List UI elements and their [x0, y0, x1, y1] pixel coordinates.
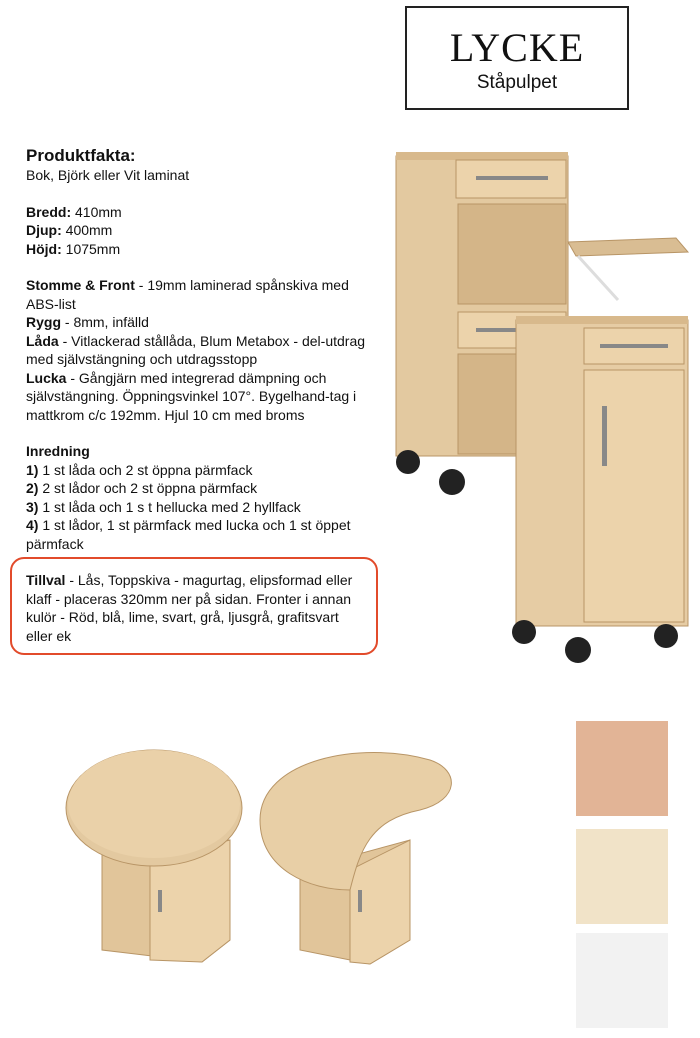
- interior-item: 1) 1 st låda och 2 st öppna pärmfack: [26, 461, 253, 478]
- tillval-box: [10, 557, 378, 655]
- interior-heading: Inredning: [26, 443, 90, 459]
- oval-top-cabinet-illustration: [62, 740, 252, 970]
- product-subtitle: Ståpulpet: [476, 72, 558, 93]
- standing-desk-illustration: [388, 150, 694, 670]
- interior-item: 3) 1 st låda och 1 s t hellucka med 2 hyllfack: [26, 498, 301, 515]
- construction-door: Lucka - Gångjärn med integrerad dämpning och självstängning. Öppningsvinkel 107°. Bygelhand-tag i mattkrom c/c 192mm. Hjul 10 cm med broms: [26, 369, 357, 423]
- interior-item: 2) 2 st lådor och 2 st öppna pärmfack: [26, 480, 258, 496]
- dimension-width: Bredd: 410mm: [26, 203, 122, 220]
- dimension-height: Höjd: 1075mm: [26, 240, 121, 257]
- tillval-label: Tillval: [26, 572, 66, 588]
- materials-line: Bok, Björk eller Vit laminat: [26, 167, 190, 183]
- tillval-text: - Lås, Toppskiva - magurtag, elipsformad eller klaff - placeras 320mm ner på sidan. Fronter i annan kulör - Röd, blå, lime, svart, grå, ljusgrå, grafitsvart eller ek: [26, 572, 353, 644]
- swatch-bjork: [576, 829, 668, 924]
- construction-frame: Stomme & Front - 19mm laminerad spånskiva med ABS-list: [26, 277, 349, 312]
- construction-drawer: Låda - Vitlackerad stållåda, Blum Metabox - del-utdrag med självstängning och utdragsstopp: [26, 332, 366, 367]
- facts-heading: Produktfakta:: [26, 146, 136, 165]
- construction-back: Rygg - 8mm, infälld: [26, 314, 149, 330]
- swatch-vit: [576, 933, 668, 1028]
- brand-title: LYCKE: [449, 25, 585, 70]
- title-box: [405, 6, 629, 110]
- product-facts: [26, 146, 366, 553]
- interior-item: 4) 1 st lådor, 1 st pärmfack med lucka och 1 st öppet pärmfack: [26, 517, 351, 552]
- swatch-bok: [576, 721, 668, 816]
- kidney-top-cabinet-illustration: [250, 740, 460, 970]
- dimension-depth: Djup: 400mm: [26, 222, 113, 238]
